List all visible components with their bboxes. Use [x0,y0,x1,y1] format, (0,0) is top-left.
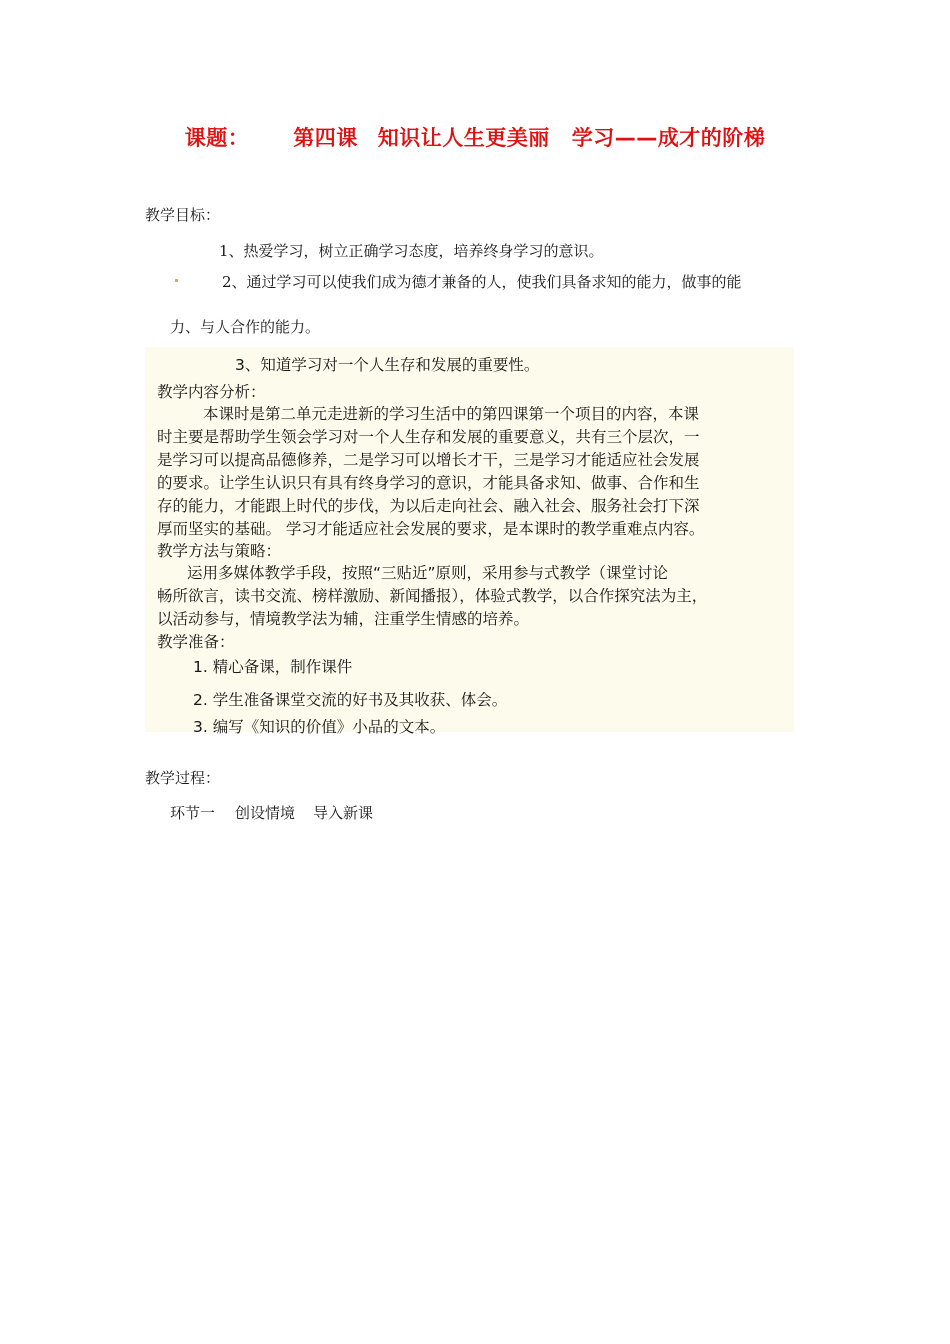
process-heading: 教学过程： [145,769,221,787]
step-part-2: 导入新课 [313,804,374,822]
content-line: 存的能力，才能跟上时代的步伐，为以后走向社会、融入社会、服务社会打下深 [157,497,700,515]
process-step-1 [170,802,373,823]
content-line: 本课时是第二单元走进新的学习生活中的第四课第一个项目的内容，本课 [203,405,700,423]
step-label: 环节一 [170,804,216,822]
scanned-content-block [145,347,794,736]
title-label: 课题： [184,126,250,150]
content-line: 厚而坚实的基础。 学习才能适应社会发展的要求，是本课时的教学重难点内容。 [157,520,705,538]
prep-item: 3. 编写《知识的价值》小品的文本。 [193,718,446,736]
content-analysis-heading: 教学内容分析： [157,383,266,401]
title-topic: 知识让人生更美丽 [377,126,550,150]
content-line: 的要求。让学生认识只有具有终身学习的意识，才能具备求知、做事、合作和生 [157,474,700,492]
prep-item: 2. 学生准备课堂交流的好书及其收获、体会。 [193,691,508,709]
objectives-heading: 教学目标： [145,206,221,224]
step-part-1: 创设情境 [235,804,296,822]
stray-dot [175,279,178,282]
method-line: 以活动参与，情境教学法为辅，注重学生情感的培养。 [157,610,530,628]
prep-heading: 教学准备： [157,633,235,651]
objective-item-3: 3、知道学习对一个人生存和发展的重要性。 [235,356,540,374]
method-line: 运用多媒体教学手段，按照“三贴近”原则，采用参与式教学（课堂讨论 [187,564,669,582]
lesson-title [0,122,950,152]
title-subtopic: 学习——成才的阶梯 [571,126,766,150]
method-heading: 教学方法与策略： [157,542,282,560]
objective-item-2-line-2: 力、与人合作的能力。 [170,318,321,336]
content-line: 是学习可以提高品德修养，二是学习可以增长才干，三是学习才能适应社会发展 [157,451,700,469]
content-line: 时主要是帮助学生领会学习对一个人生存和发展的重要意义，共有三个层次，一 [157,428,700,446]
prep-item: 1. 精心备课，制作课件 [193,658,353,676]
method-line: 畅所欲言，读书交流、榜样激励、新闻播报），体验式教学，以合作探究法为主， [157,587,708,605]
title-lesson: 第四课 [293,126,358,150]
objective-item-1: 1、热爱学习，树立正确学习态度，培养终身学习的意识。 [219,242,604,260]
objective-item-2-line-1: 2、通过学习可以使我们成为德才兼备的人，使我们具备求知的能力，做事的能 [222,273,742,291]
